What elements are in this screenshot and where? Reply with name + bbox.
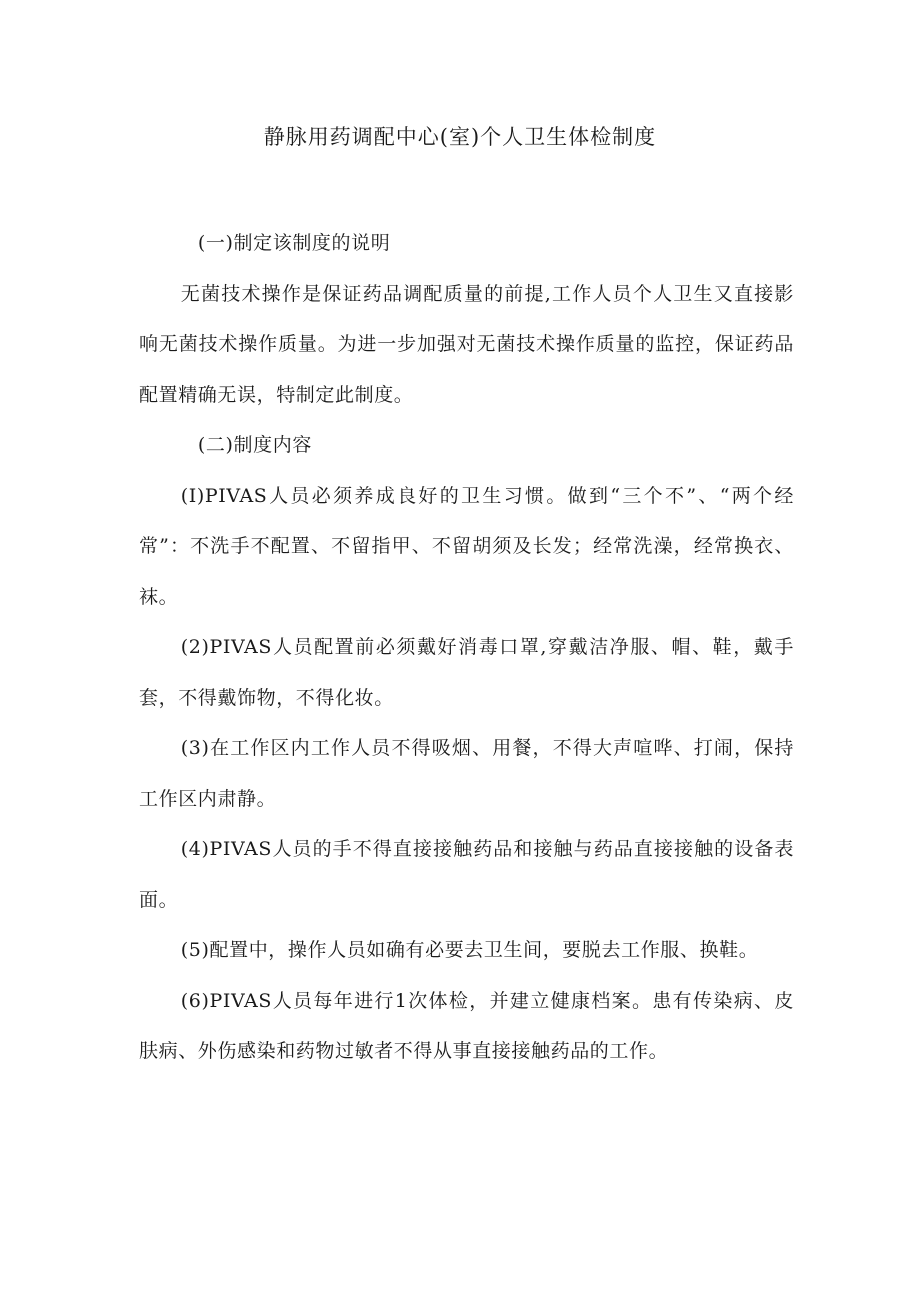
- section-heading-2: (二)制度内容: [197, 434, 312, 456]
- rule-item-6: (6)PIVAS人员每年进行1次体检，并建立健康档案。患有传染病、皮肤病、外伤感染和药物过敏者不得从事直接接触药品的工作。: [139, 989, 794, 1062]
- rule-item-1: (I)PIVAS人员必须养成良好的卫生习惯。做到“三个不”、“两个经常”：不洗手不配置、不留指甲、不留胡须及长发；经常洗澡，经常换衣、袜。: [139, 484, 794, 608]
- document-title: 静脉用药调配中心(室)个人卫生体检制度: [263, 125, 657, 149]
- section-1-paragraph: 无菌技术操作是保证药品调配质量的前提,工作人员个人卫生又直接影响无菌技术操作质量。为进一步加强对无菌技术操作质量的监控，保证药品配置精确无误，特制定此制度。: [139, 282, 794, 406]
- rule-item-4: (4)PIVAS人员的手不得直接接触药品和接触与药品直接接触的设备表面。: [139, 838, 794, 911]
- rule-item-5: (5)配置中，操作人员如确有必要去卫生间，要脱去工作服、换鞋。: [180, 939, 759, 961]
- section-heading-1: (一)制定该制度的说明: [197, 232, 391, 254]
- rule-item-3: (3)在工作区内工作人员不得吸烟、用餐，不得大声喧哗、打闹，保持工作区内肃静。: [139, 737, 794, 810]
- rule-item-2: (2)PIVAS人员配置前必须戴好消毒口罩,穿戴洁净服、帽、鞋，戴手套，不得戴饰物，不得化妆。: [139, 636, 794, 709]
- document-body: [139, 218, 794, 1077]
